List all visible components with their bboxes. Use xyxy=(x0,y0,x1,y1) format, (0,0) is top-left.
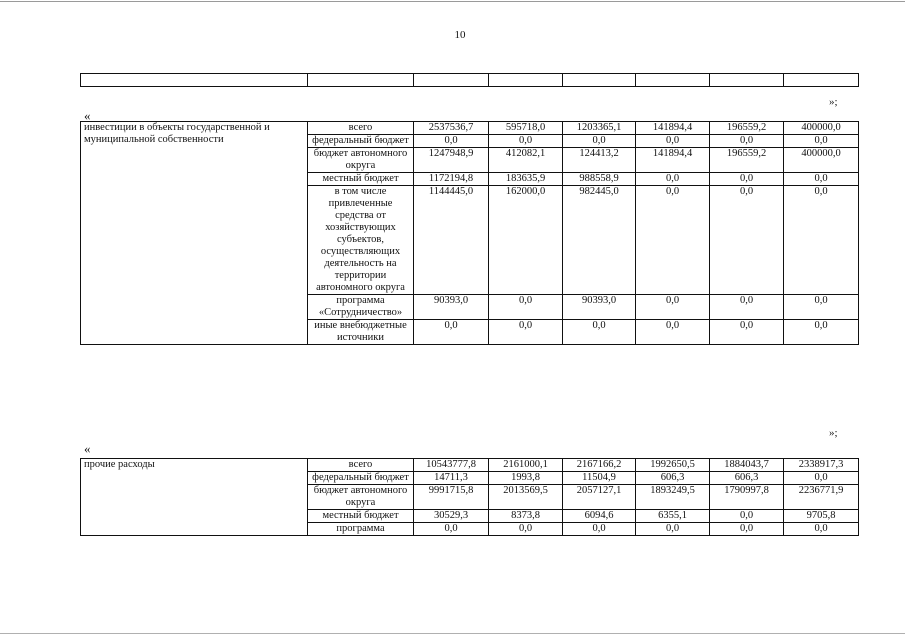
value-cell: 1144445,0 xyxy=(414,186,489,295)
value-cell: 0,0 xyxy=(710,523,784,536)
value-cell: 0,0 xyxy=(563,320,636,345)
investments-table xyxy=(80,121,859,345)
value-cell: 0,0 xyxy=(784,320,859,345)
value-cell: 2537536,7 xyxy=(414,122,489,135)
value-cell: 0,0 xyxy=(489,295,563,320)
section-title: прочие расходы xyxy=(81,459,308,536)
value-cell: 0,0 xyxy=(489,523,563,536)
value-cell: 10543777,8 xyxy=(414,459,489,472)
header-cell xyxy=(489,74,563,87)
value-cell: 400000,0 xyxy=(784,122,859,135)
value-cell: 0,0 xyxy=(563,523,636,536)
funding-source: в том числе привлеченные средства от хозяйствующих субъектов, осуществляющих деятельность на территории автономного округа xyxy=(308,186,414,295)
value-cell: 14711,3 xyxy=(414,472,489,485)
funding-source: всего xyxy=(308,122,414,135)
value-cell: 0,0 xyxy=(489,135,563,148)
value-cell: 1247948,9 xyxy=(414,148,489,173)
value-cell: 8373,8 xyxy=(489,510,563,523)
header-table xyxy=(80,73,859,87)
opening-quote: « xyxy=(84,441,91,456)
value-cell: 0,0 xyxy=(489,320,563,345)
value-cell: 1993,8 xyxy=(489,472,563,485)
value-cell: 9991715,8 xyxy=(414,485,489,510)
header-cell xyxy=(636,74,710,87)
funding-source: местный бюджет xyxy=(308,510,414,523)
header-cell xyxy=(414,74,489,87)
value-cell: 606,3 xyxy=(636,472,710,485)
value-cell: 0,0 xyxy=(784,135,859,148)
header-cell xyxy=(563,74,636,87)
value-cell: 0,0 xyxy=(784,295,859,320)
value-cell: 90393,0 xyxy=(414,295,489,320)
value-cell: 988558,9 xyxy=(563,173,636,186)
value-cell: 0,0 xyxy=(784,523,859,536)
value-cell: 141894,4 xyxy=(636,122,710,135)
value-cell: 1992650,5 xyxy=(636,459,710,472)
scan-edge-bottom xyxy=(0,633,905,634)
value-cell: 0,0 xyxy=(784,173,859,186)
value-cell: 0,0 xyxy=(784,186,859,295)
closing-quote: »; xyxy=(829,96,838,108)
value-cell: 124413,2 xyxy=(563,148,636,173)
value-cell: 2236771,9 xyxy=(784,485,859,510)
other-expenses-table xyxy=(80,458,859,536)
header-row xyxy=(81,74,859,87)
header-cell xyxy=(81,74,308,87)
value-cell: 1884043,7 xyxy=(710,459,784,472)
value-cell: 6355,1 xyxy=(636,510,710,523)
page-number: 10 xyxy=(454,29,466,41)
funding-source: иные внебюджетные источники xyxy=(308,320,414,345)
value-cell: 0,0 xyxy=(710,295,784,320)
value-cell: 196559,2 xyxy=(710,122,784,135)
value-cell: 9705,8 xyxy=(784,510,859,523)
value-cell: 1893249,5 xyxy=(636,485,710,510)
table-row xyxy=(81,459,859,472)
value-cell: 412082,1 xyxy=(489,148,563,173)
funding-source: федеральный бюджет xyxy=(308,472,414,485)
value-cell: 0,0 xyxy=(710,320,784,345)
funding-source: бюджет автономного округа xyxy=(308,148,414,173)
value-cell: 0,0 xyxy=(636,135,710,148)
value-cell: 0,0 xyxy=(710,173,784,186)
value-cell: 2013569,5 xyxy=(489,485,563,510)
value-cell: 162000,0 xyxy=(489,186,563,295)
funding-source: федеральный бюджет xyxy=(308,135,414,148)
value-cell: 196559,2 xyxy=(710,148,784,173)
value-cell: 0,0 xyxy=(636,320,710,345)
funding-source: программа xyxy=(308,523,414,536)
value-cell: 0,0 xyxy=(414,135,489,148)
value-cell: 11504,9 xyxy=(563,472,636,485)
section-title: инвестиции в объекты государственной и муниципальной собственности xyxy=(81,122,308,345)
value-cell: 982445,0 xyxy=(563,186,636,295)
header-cell xyxy=(308,74,414,87)
value-cell: 0,0 xyxy=(563,135,636,148)
value-cell: 0,0 xyxy=(636,173,710,186)
funding-source: бюджет автономного округа xyxy=(308,485,414,510)
value-cell: 0,0 xyxy=(710,186,784,295)
value-cell: 0,0 xyxy=(710,510,784,523)
value-cell: 1203365,1 xyxy=(563,122,636,135)
value-cell: 0,0 xyxy=(636,295,710,320)
value-cell: 90393,0 xyxy=(563,295,636,320)
value-cell: 606,3 xyxy=(710,472,784,485)
funding-source: местный бюджет xyxy=(308,173,414,186)
value-cell: 183635,9 xyxy=(489,173,563,186)
value-cell: 141894,4 xyxy=(636,148,710,173)
value-cell: 0,0 xyxy=(710,135,784,148)
value-cell: 0,0 xyxy=(784,472,859,485)
value-cell: 2338917,3 xyxy=(784,459,859,472)
value-cell: 0,0 xyxy=(636,186,710,295)
value-cell: 2161000,1 xyxy=(489,459,563,472)
value-cell: 1172194,8 xyxy=(414,173,489,186)
table-row xyxy=(81,122,859,135)
header-cell xyxy=(784,74,859,87)
value-cell: 2167166,2 xyxy=(563,459,636,472)
value-cell: 0,0 xyxy=(414,523,489,536)
funding-source: программа «Сотрудничество» xyxy=(308,295,414,320)
value-cell: 0,0 xyxy=(636,523,710,536)
value-cell: 30529,3 xyxy=(414,510,489,523)
closing-quote: »; xyxy=(829,427,838,439)
value-cell: 1790997,8 xyxy=(710,485,784,510)
value-cell: 400000,0 xyxy=(784,148,859,173)
value-cell: 0,0 xyxy=(414,320,489,345)
value-cell: 6094,6 xyxy=(563,510,636,523)
value-cell: 595718,0 xyxy=(489,122,563,135)
scan-edge-top xyxy=(0,1,905,2)
value-cell: 2057127,1 xyxy=(563,485,636,510)
funding-source: всего xyxy=(308,459,414,472)
header-cell xyxy=(710,74,784,87)
opening-quote: « xyxy=(84,108,91,123)
